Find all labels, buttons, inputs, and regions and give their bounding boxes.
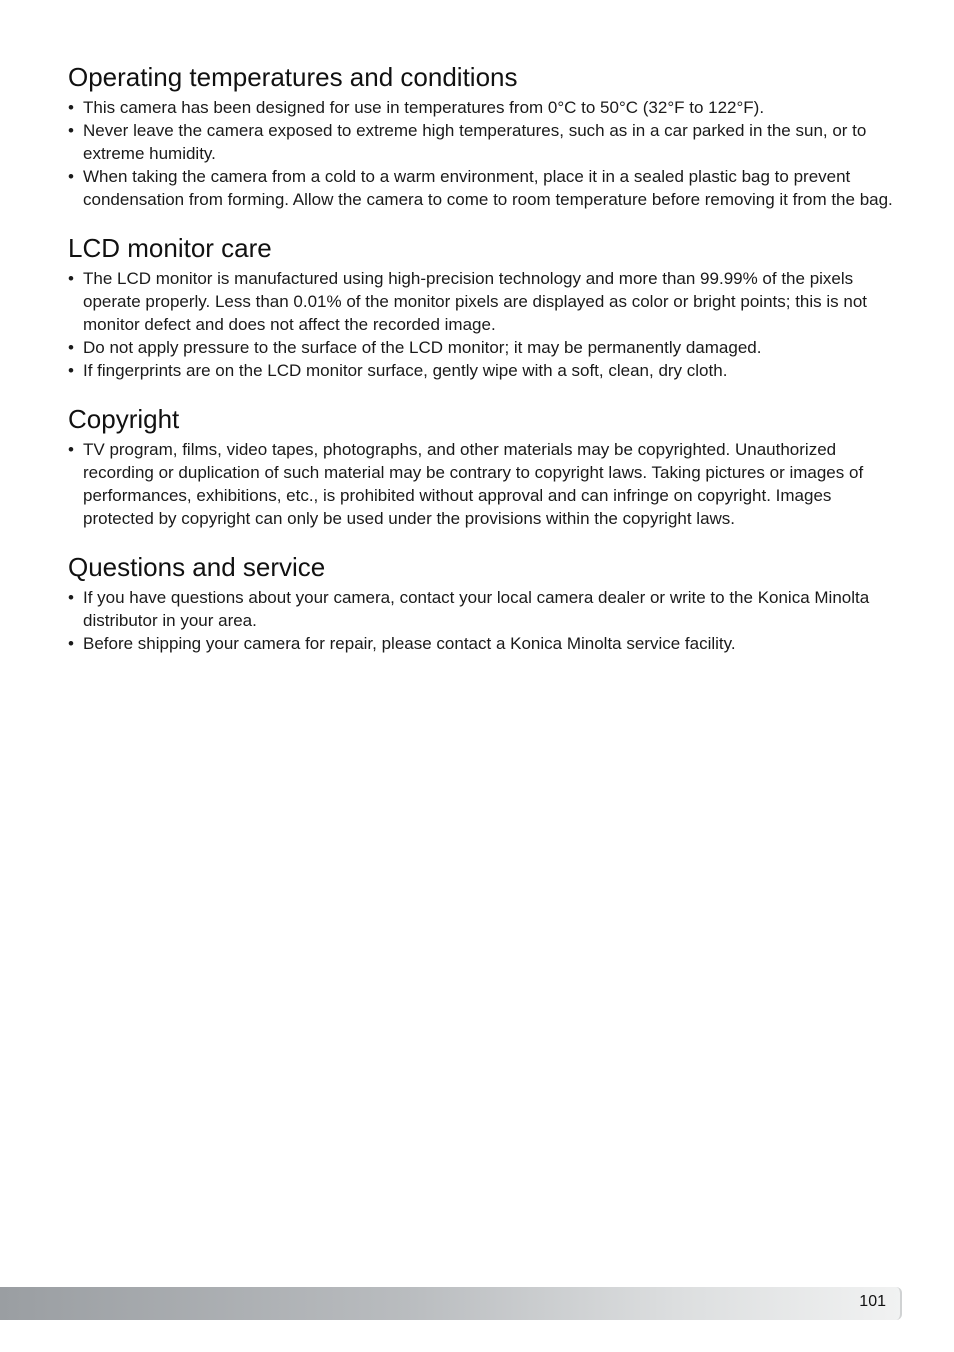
bullet-item: • If you have questions about your camera, contact your local camera dealer or write to the Konica Minolta distributor in your area. (68, 586, 898, 632)
section-questions-and-service (68, 550, 898, 655)
section-copyright (68, 402, 898, 530)
bullet-item: • Never leave the camera exposed to extreme high temperatures, such as in a car parked in the sun, or to extreme humidity. (68, 119, 898, 165)
bullet-item: • This camera has been designed for use in temperatures from 0°C to 50°C (32°F to 122°F). (68, 96, 898, 119)
bullet-list (68, 267, 898, 382)
bullet-item: • If fingerprints are on the LCD monitor surface, gently wipe with a soft, clean, dry cloth. (68, 359, 898, 382)
page-number: 101 (859, 1293, 886, 1310)
bullet-item: • TV program, films, video tapes, photographs, and other materials may be copyrighted. Unauthorized recording or duplication of such material may be contrary to copyright laws. Taking pictures or images of performances, exhibitions, etc., is prohibited without approval and can infringe on copyright. Images protected by copyright can only be used under the provisions within the copyright laws. (68, 438, 898, 530)
section-title: Copyright (68, 404, 180, 434)
footer-bar (0, 1287, 902, 1320)
section-title: Questions and service (68, 552, 326, 582)
bullet-item: • Do not apply pressure to the surface of the LCD monitor; it may be permanently damaged. (68, 336, 898, 359)
bullet-item: • When taking the camera from a cold to a warm environment, place it in a sealed plastic bag to prevent condensation from forming. Allow the camera to come to room temperature before removing it from the bag. (68, 165, 898, 211)
section-lcd-monitor-care (68, 231, 898, 382)
bullet-item: • Before shipping your camera for repair, please contact a Konica Minolta service facility. (68, 632, 898, 655)
page-content (68, 60, 898, 675)
bullet-list (68, 586, 898, 655)
section-operating-temperatures (68, 60, 898, 211)
bullet-list (68, 96, 898, 211)
bullet-list (68, 438, 898, 530)
section-title: LCD monitor care (68, 233, 272, 263)
bullet-item: • The LCD monitor is manufactured using high-precision technology and more than 99.99% of the pixels operate properly. Less than 0.01% of the monitor pixels are displayed as color or bright points; this is not monitor defect and does not affect the recorded image. (68, 267, 898, 336)
section-title: Operating temperatures and conditions (68, 62, 518, 92)
